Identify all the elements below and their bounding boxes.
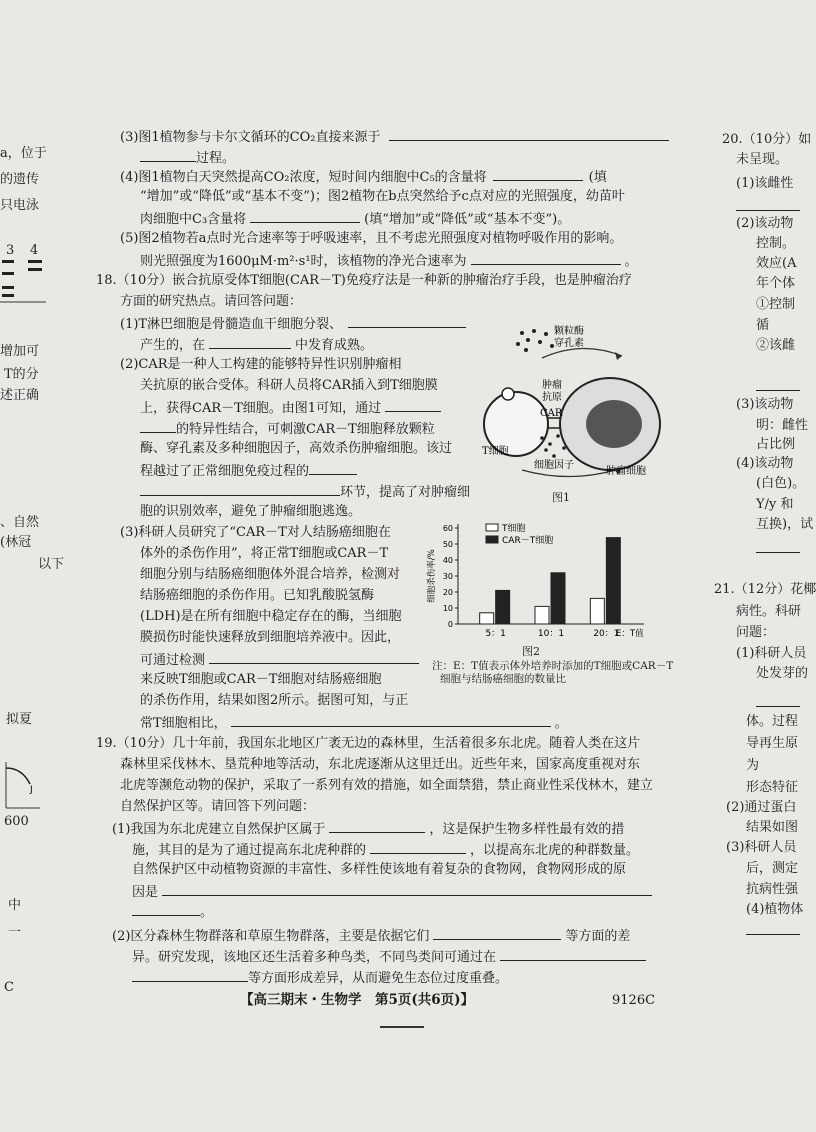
margin-fragment: 问题：: [736, 625, 776, 640]
y-tick-label: 40: [442, 556, 453, 565]
x-tick-label: 10：1: [537, 629, 565, 639]
margin-fragment: 病性。科研: [736, 604, 802, 619]
question-text: 则光照强度为1600μM·m²·s¹时，该植物的净光合速率为: [140, 254, 467, 269]
bar-t-cell: [535, 606, 549, 624]
answer-blank[interactable]: [309, 462, 357, 475]
figure-1-car-t-diagram: [482, 318, 660, 488]
cytokine-label: 细胞因子: [534, 460, 574, 471]
q19-part2-line2: [132, 948, 646, 966]
y-tick-label: 60: [442, 524, 453, 533]
x-tick-label: 5：1: [485, 629, 506, 639]
tumor-cell-label: 肿瘤细胞: [606, 466, 646, 477]
q18-part2-line6: [140, 462, 357, 480]
question-text: 异。研究发现，该地区还生活着多种鸟类，不同鸟类间可通过在: [132, 950, 497, 965]
margin-fragment: a，位于: [0, 146, 47, 161]
margin-fragment: 21.（12分）花椰: [714, 582, 816, 597]
margin-fragment: 只电泳: [0, 198, 40, 213]
x-tick-label: 20：1: [593, 629, 620, 639]
margin-fragment: 占比例: [756, 437, 796, 452]
footer-code: 9126C: [612, 993, 656, 1008]
q19-part2-line1: [112, 927, 630, 945]
footer-mark: [380, 1026, 424, 1028]
release-arrow: [542, 348, 622, 358]
margin-fragment: 抗病性强: [746, 882, 799, 897]
figure-2-bar-chart: [424, 518, 660, 648]
margin-fragment: (4)植物体: [746, 902, 804, 917]
answer-blank[interactable]: [746, 922, 800, 935]
answer-blank[interactable]: [756, 694, 800, 707]
q19-intro-line1: 19.（10分）几十年前，我国东北地区广袤无边的森林里，生活着很多东北虎。随着人类在这片: [96, 736, 641, 751]
answer-blank[interactable]: [209, 336, 291, 349]
margin-fragment: 、自然: [0, 515, 40, 530]
answer-blank[interactable]: [329, 820, 425, 833]
q17-part3-line1: [120, 128, 669, 146]
answer-blank[interactable]: [389, 128, 669, 141]
question-text: 的特异性结合，可刺激CAR－T细胞释放颗粒: [176, 422, 435, 437]
margin-fragment: 的遗传: [0, 172, 40, 187]
answer-blank[interactable]: [500, 948, 646, 961]
margin-fragment: (4)该动物: [736, 456, 794, 471]
margin-fragment: (2)通过蛋白: [726, 800, 797, 815]
figure-2-note-line2: 细胞与结肠癌细胞的数量比: [440, 673, 566, 685]
margin-fragment: 述正确: [0, 388, 40, 403]
bar-t-cell: [480, 613, 494, 624]
answer-blank[interactable]: [231, 714, 551, 727]
margin-fragment: 一: [8, 925, 22, 940]
margin-fragment: 明：雌性: [756, 418, 809, 433]
legend-swatch: [486, 524, 498, 531]
question-text: (1)我国为东北虎建立自然保护区属于: [112, 822, 326, 837]
q18-intro-line2: 方面的研究热点。请回答问题：: [120, 294, 303, 309]
answer-blank[interactable]: [370, 841, 466, 854]
answer-blank[interactable]: [348, 315, 466, 328]
bar-t-cell: [590, 598, 604, 624]
q18-part3-line10: [140, 714, 568, 732]
gel-bands-figure: [0, 256, 48, 306]
q19-part1-line2: [132, 841, 639, 859]
answer-blank[interactable]: [493, 168, 583, 181]
margin-fragment: (白色)。: [756, 476, 806, 491]
tumor-cell-nucleus: [586, 400, 642, 448]
question-text: 。: [200, 905, 214, 920]
q17-part4-line2: “增加”或“降低”或“基本不变”)；图2植物在b点突然给予c点对应的光照强度，幼苗叶: [140, 189, 625, 204]
q18-part2-line4: [140, 420, 435, 438]
y-tick-label: 0: [447, 620, 453, 629]
question-text: 。: [624, 254, 638, 269]
question-text: 因是: [132, 885, 159, 900]
figure-2-caption: 图2: [522, 645, 540, 658]
bar-car-t-cell: [551, 573, 565, 624]
q18-part1-line2: [140, 336, 373, 354]
q19-part1-line4: [132, 883, 652, 901]
q18-part2-line5: 酶、穿孔素及多种细胞因子，高效杀伤肿瘤细胞。该过: [140, 441, 453, 456]
question-text: 程越过了正常细胞免疫过程的: [140, 464, 310, 479]
margin-fragment: 中: [8, 898, 22, 913]
y-axis-label: 细胞杀伤率/%: [427, 549, 437, 603]
q18-part3-line2: 体外的杀伤作用”，将正常T细胞或CAR－T: [140, 546, 389, 561]
q18-part3-line3: 细胞分别与结肠癌细胞体外混合培养，检测对: [140, 567, 401, 582]
margin-fragment: 形态特征: [746, 780, 799, 795]
q18-part2-line2: 关抗原的嵌合受体。科研人员将CAR插入到T细胞膜: [140, 378, 438, 393]
q17-part5-line1: (5)图2植物若a点时光合速率等于呼吸速率，且不考虑光照强度对植物呼吸作用的影响。: [120, 231, 623, 246]
q18-part2-line1: (2)CAR是一种人工构建的能够特异性识别肿瘤相: [120, 357, 402, 372]
question-text: (1)T淋巴细胞是骨髓造血干细胞分裂、: [120, 317, 343, 332]
margin-chart-tick: J: [30, 785, 33, 795]
q17-part4-line1: [120, 168, 607, 186]
perforin-label: 穿孔素: [554, 338, 584, 349]
q17-part5-line2: [140, 252, 638, 270]
margin-fragment: 为: [746, 758, 760, 773]
margin-fragment: 循: [756, 318, 770, 333]
margin-fragment: 体。过程: [746, 714, 799, 729]
tumor-label: 肿瘤: [542, 380, 562, 391]
q17-part3-line2: [140, 149, 235, 167]
answer-blank[interactable]: [756, 540, 800, 553]
footer-label: 【高三期末・生物学 第5页(共6页)】: [240, 992, 475, 1008]
question-text: (2)区分森林生物群落和草原生物群落，主要是依据它们: [112, 929, 430, 944]
answer-blank[interactable]: [433, 927, 561, 940]
answer-blank[interactable]: [132, 969, 248, 982]
question-text: 产生的，在: [140, 338, 206, 353]
margin-fragment: 结果如图: [746, 820, 799, 835]
margin-fragment: (2)该动物: [736, 216, 794, 231]
answer-blank[interactable]: [140, 483, 340, 496]
margin-fragment: (1)科研人员: [736, 646, 807, 661]
question-text: 可通过检测: [140, 653, 206, 668]
question-text: ，这是保护生物多样性最有效的措: [429, 822, 625, 837]
bar-car-t-cell: [496, 590, 510, 624]
q18-part3-line5: (LDH)是在所有细胞中稳定存在的酶，当细胞: [140, 609, 402, 624]
q17-part4-line3: [140, 210, 570, 228]
margin-fragment: ①控制: [756, 297, 796, 312]
q18-part3-line4: 结肠癌细胞的杀伤作用。已知乳酸脱氢酶: [140, 588, 375, 603]
margin-fragment: (1)该雌性: [736, 176, 794, 191]
question-text: 中发育成熟。: [295, 338, 374, 353]
answer-blank[interactable]: [385, 399, 441, 412]
legend-label: CAR－T细胞: [502, 536, 554, 546]
question-text: (4)图1植物白天突然提高CO₂浓度，短时间内细胞中C₅的含量将: [120, 170, 487, 185]
margin-fragment: 20.（10分）如: [722, 132, 812, 147]
q18-part1-line1: [120, 315, 466, 333]
answer-blank[interactable]: [209, 651, 419, 664]
margin-fragment: 拟夏: [6, 712, 33, 727]
arrow-head: [615, 352, 622, 360]
question-text: (3)图1植物参与卡尔文循环的CO₂直接来源于: [120, 130, 381, 145]
q18-part2-line8: 胞的识别效率，避免了肿瘤细胞逃逸。: [140, 504, 362, 519]
margin-fragment: 3: [6, 243, 15, 258]
answer-blank[interactable]: [736, 198, 800, 211]
y-tick-label: 10: [442, 604, 453, 613]
margin-fragment: (林冠: [0, 535, 32, 550]
legend-swatch: [486, 536, 498, 543]
answer-blank[interactable]: [250, 210, 360, 223]
q18-part3-line7: [140, 651, 419, 669]
margin-fragment: 600: [4, 814, 29, 829]
answer-blank[interactable]: [140, 420, 176, 433]
margin-fragment: (3)科研人员: [726, 840, 797, 855]
question-text: 施，其目的是为了通过提高东北虎种群的: [132, 843, 367, 858]
margin-fragment: 处发芽的: [756, 666, 809, 681]
margin-fragment: T的分: [4, 367, 39, 382]
car-receptor-icon: [502, 388, 514, 400]
question-text: 环节，提高了对肿瘤细: [340, 485, 471, 500]
figure-2-note-line1: 注：E：T值表示体外培养时添加的T细胞或CAR－T: [432, 660, 674, 672]
margin-fragment: 4: [30, 243, 39, 258]
figure-1-caption: 图1: [552, 491, 570, 504]
granule-dots: [516, 329, 554, 352]
margin-fragment: 效应(A: [756, 256, 797, 271]
q19-part2-line3: [132, 969, 508, 987]
legend-label: T细胞: [502, 524, 526, 534]
margin-fragment: 互换)，试: [756, 517, 814, 532]
question-text: (填“增加”或“降低”或“基本不变”)。: [364, 212, 571, 227]
bar-car-t-cell: [606, 538, 620, 624]
margin-fragment: Y/y 和: [756, 497, 794, 512]
question-text: 过程。: [196, 151, 236, 166]
q19-part1-line3: 自然保护区中动植物资源的丰富性、多样性使该地有着复杂的食物网，食物网形成的原: [132, 862, 627, 877]
q18-intro-line1: 18.（10分）嵌合抗原受体T细胞(CAR－T)免疫疗法是一种新的肿瘤治疗手段，也是肿瘤治疗: [96, 273, 632, 288]
margin-fragment: C: [4, 980, 14, 995]
question-text: 等方面的差: [565, 929, 631, 944]
question-text: 等方面形成差异，从而避免生态位过度重叠。: [248, 971, 509, 986]
question-text: 肉细胞中C₃含量将: [140, 212, 247, 227]
q19-intro-line4: 自然保护区等。请回答下列问题：: [120, 799, 316, 814]
margin-fragment: 后，测定: [746, 861, 799, 876]
margin-fragment: ②该雌: [756, 338, 796, 353]
answer-blank[interactable]: [471, 252, 621, 265]
q18-part3-line1: (3)科研人员研究了“CAR－T对人结肠癌细胞在: [120, 525, 391, 540]
y-tick-label: 50: [442, 540, 453, 549]
question-text: 上，获得CAR－T细胞。由图1可知，通过: [140, 401, 382, 416]
margin-fragment: 以下: [38, 557, 65, 572]
x-axis-label: E：T值: [616, 629, 644, 639]
margin-fragment: 未呈现。: [736, 152, 789, 167]
margin-fragment: (3)该动物: [736, 397, 794, 412]
car-label: CAR: [540, 408, 563, 419]
q19-part1-line5: [132, 903, 213, 921]
q19-intro-line2: 森林里采伐林木、垦荒种地等活动，东北虎逐渐从这里迁出。近些年来，国家高度重视对东: [120, 757, 641, 772]
q18-part2-line3: [140, 399, 441, 417]
q18-part2-line7: [140, 483, 470, 501]
antigen-label: 抗原: [542, 392, 562, 403]
margin-fragment: 导再生原: [746, 736, 799, 751]
q19-intro-line3: 北虎等濒危动物的保护，采取了一系列有效的措施，如全面禁猎，禁止商业性采伐林木，建立: [120, 778, 654, 793]
answer-blank[interactable]: [756, 378, 800, 391]
question-text: 。: [554, 716, 568, 731]
t-cell-label: T细胞: [482, 446, 509, 457]
q18-part3-line6: 膜损伤时能快速释放到细胞培养液中。因此，: [140, 630, 401, 645]
q19-part1-line1: [112, 820, 624, 838]
answer-blank[interactable]: [132, 903, 200, 916]
q18-part3-line8: 来反映T细胞或CAR－T细胞对结肠癌细胞: [140, 672, 382, 687]
q18-part3-line9: 的杀伤作用，结果如图2所示。据图可知，与正: [140, 693, 409, 708]
question-text: ，以提高东北虎的种群数量。: [470, 843, 640, 858]
granzyme-label: 颗粒酶: [554, 326, 584, 337]
margin-fragment: 增加可: [0, 344, 40, 359]
question-text: (填: [588, 170, 607, 185]
question-text: 常T细胞相比，: [140, 716, 227, 731]
margin-fragment: 年个体: [756, 276, 796, 291]
answer-blank[interactable]: [140, 149, 196, 162]
margin-fragment: 控制。: [756, 236, 796, 251]
answer-blank[interactable]: [162, 883, 652, 896]
y-tick-label: 20: [442, 588, 453, 597]
y-tick-label: 30: [442, 572, 453, 581]
